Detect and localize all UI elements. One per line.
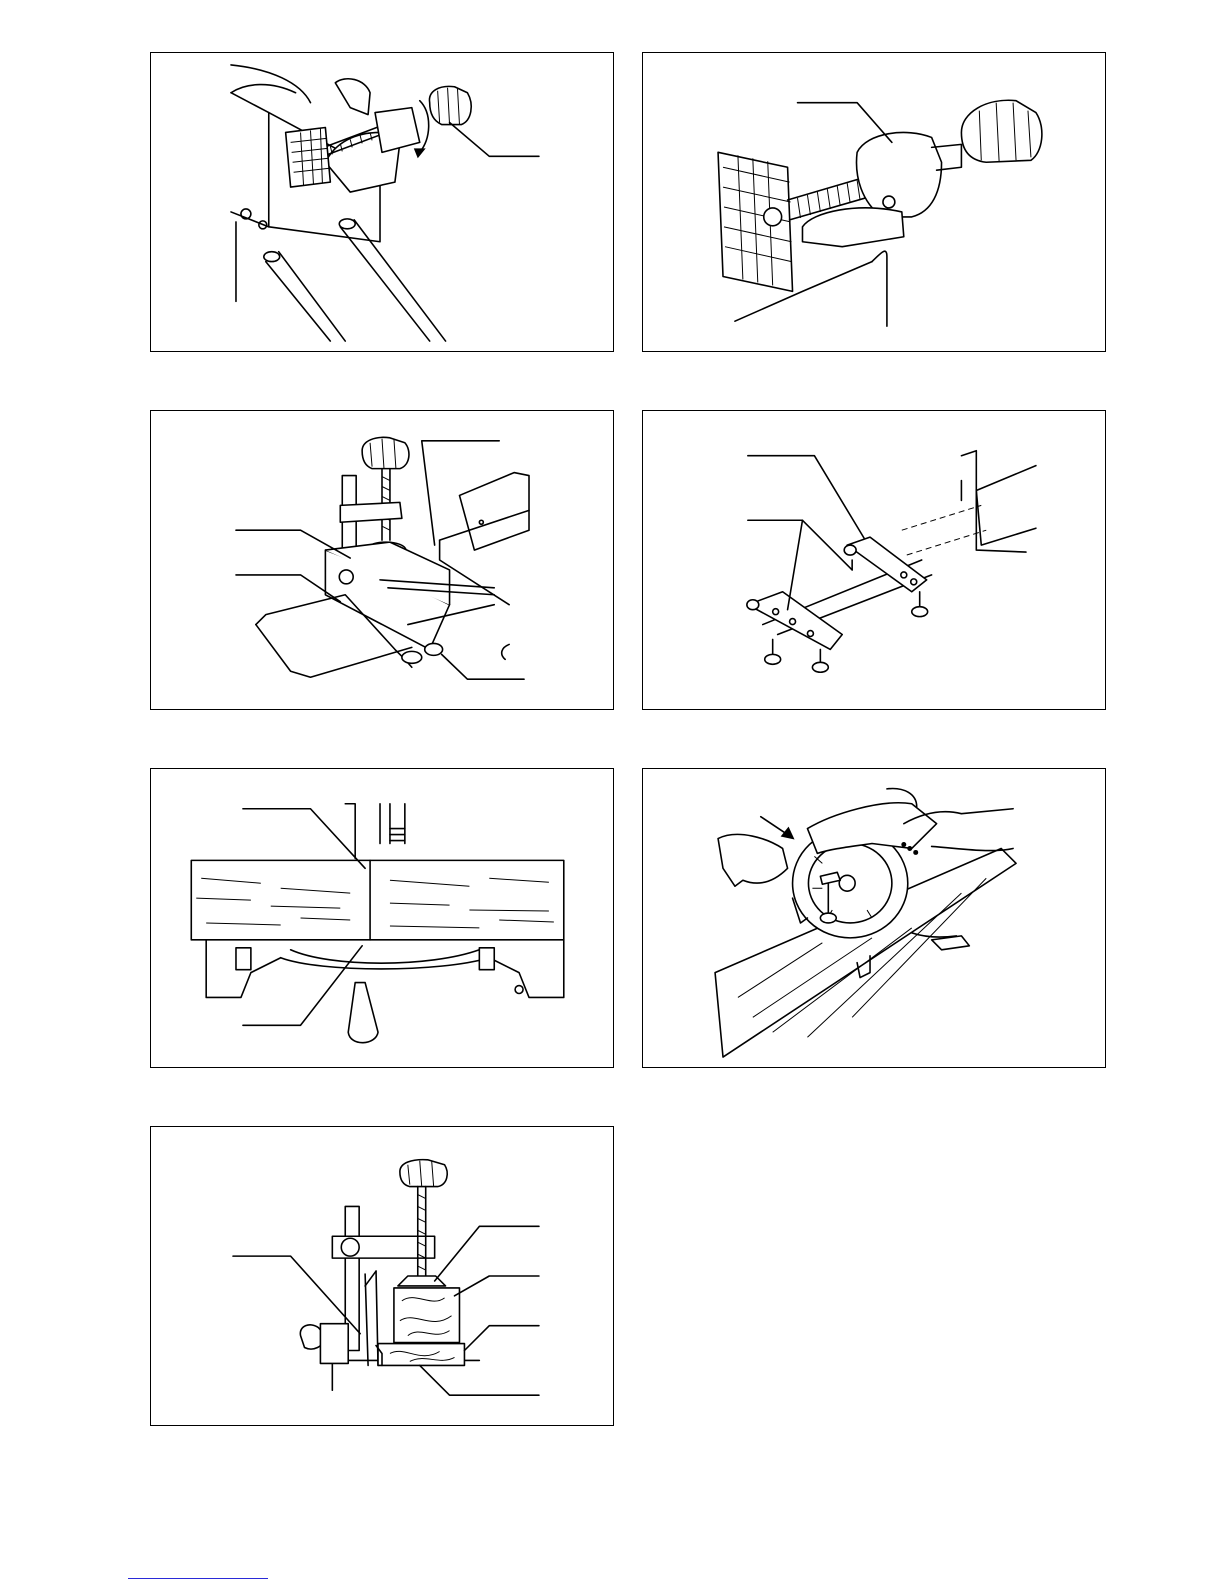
figure-4-panel — [642, 410, 1106, 710]
vise-closeup-illustration — [643, 53, 1105, 351]
vise-knob-illustration — [151, 53, 613, 351]
cutting-line-illustration — [151, 769, 613, 1067]
figure-5-panel — [150, 768, 614, 1068]
footer-link-underline[interactable] — [128, 1578, 268, 1579]
figure-2-panel — [642, 52, 1106, 352]
figure-7-panel — [150, 1126, 614, 1426]
holder-assembly-illustration — [643, 411, 1105, 709]
figure-1-panel — [150, 52, 614, 352]
vise-stack-illustration — [151, 1127, 613, 1425]
cutting-operation-illustration — [643, 769, 1105, 1067]
vertical-vise-illustration — [151, 411, 613, 709]
figure-6-panel — [642, 768, 1106, 1068]
figure-3-panel — [150, 410, 614, 710]
